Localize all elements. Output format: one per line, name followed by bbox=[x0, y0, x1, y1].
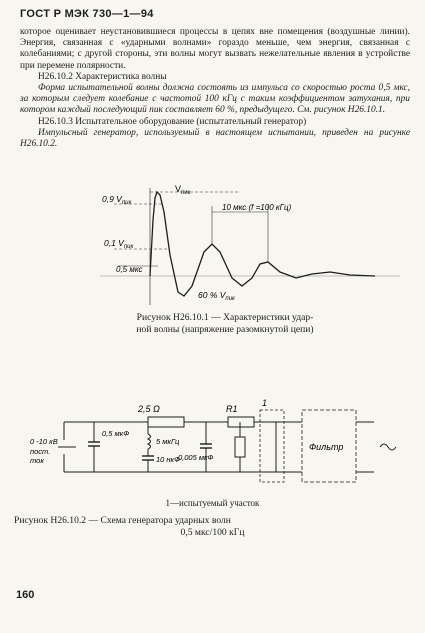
label-ninety-percent: 0,9 $V_{пик}$ bbox=[102, 194, 132, 206]
figure1-caption-line2: ной волны (напряжение разомкнутой цепи) bbox=[136, 324, 314, 335]
label-ten-percent: 0,1 $V_{пик}$ bbox=[104, 238, 134, 250]
figure2-legend: 1—испытуемый участок bbox=[165, 498, 260, 508]
label-vpeak: $V_{пик}$ bbox=[175, 184, 191, 196]
label-source-dc-1: пост. bbox=[30, 447, 51, 456]
section-heading-equipment: Н26.10.3 Испытательное оборудование (испытательный генератор) bbox=[38, 117, 307, 127]
label-source-voltage: 0 -10 кВ bbox=[30, 437, 58, 446]
inductor-l1 bbox=[148, 434, 151, 449]
label-filter: Фильтр bbox=[309, 442, 344, 452]
page-number: 160 bbox=[16, 589, 35, 601]
paragraph-wave-form: Форма испытательной волны должна состоять из импульса со скоростью роста 0,5 мкс, за которым следует колебание с частотой 100 кГц с таким коэффициентом затухания, при котором каждый последующий пик составляет 60 %, предыдущего. См. рисунок Н26.10.1. bbox=[20, 83, 410, 116]
label-node-1: 1 bbox=[262, 398, 268, 408]
figure2-caption-line1: Рисунок Н26.10.2 — Схема генератора ударных волн bbox=[14, 515, 231, 526]
ac-mains-symbol bbox=[380, 444, 396, 450]
figure1-caption-line1: Рисунок Н26.10.1 — Характеристики удар- bbox=[136, 312, 314, 323]
test-section-box bbox=[260, 410, 284, 482]
figure2-caption-line2: 0,5 мкс/100 кГц bbox=[180, 527, 245, 538]
label-r-2-5-ohm: 2,5 Ω bbox=[138, 404, 160, 414]
generator-circuit-figure bbox=[28, 392, 413, 502]
ringwave-figure bbox=[100, 180, 400, 310]
label-undershoot: 60 % $V_{пик}$ bbox=[198, 290, 235, 302]
resistor-shunt bbox=[235, 437, 245, 457]
label-r1: R1 bbox=[226, 404, 238, 414]
label-c3: 0,005 мкФ bbox=[178, 453, 214, 462]
resistor-r1 bbox=[228, 417, 254, 427]
label-l1: 5 мкГц bbox=[156, 437, 180, 446]
section-heading-wave: Н26.10.2 Характеристика волны bbox=[38, 72, 167, 82]
label-c2: 10 нкФ bbox=[156, 455, 181, 464]
resistor-2-5-ohm bbox=[148, 417, 184, 427]
page-header: ГОСТ Р МЭК 730—1—94 bbox=[20, 8, 154, 20]
label-c1: 0,5 мкФ bbox=[102, 429, 130, 438]
paragraph-generator: Импульсный генератор, используемый в настоящем испытании, приведен на рисунке Н26.10.2. bbox=[20, 128, 410, 150]
paragraph-intro: которое оценивает неустановившиеся процессы в цепях вне помещения (воздушные линии). Энергия, связанная с «ударными волнами» гораздо меньше, чем энергия, связанная с колебаниями; с другой стороны, эти волны могут вызвать нежелательные явления в устройстве при перемене полярности. bbox=[20, 27, 410, 71]
label-source-dc-2: ток bbox=[30, 456, 44, 465]
label-period: 10 мкс (f =100 кГц) bbox=[222, 203, 292, 212]
label-rise-time: 0,5 мкс bbox=[116, 265, 143, 274]
